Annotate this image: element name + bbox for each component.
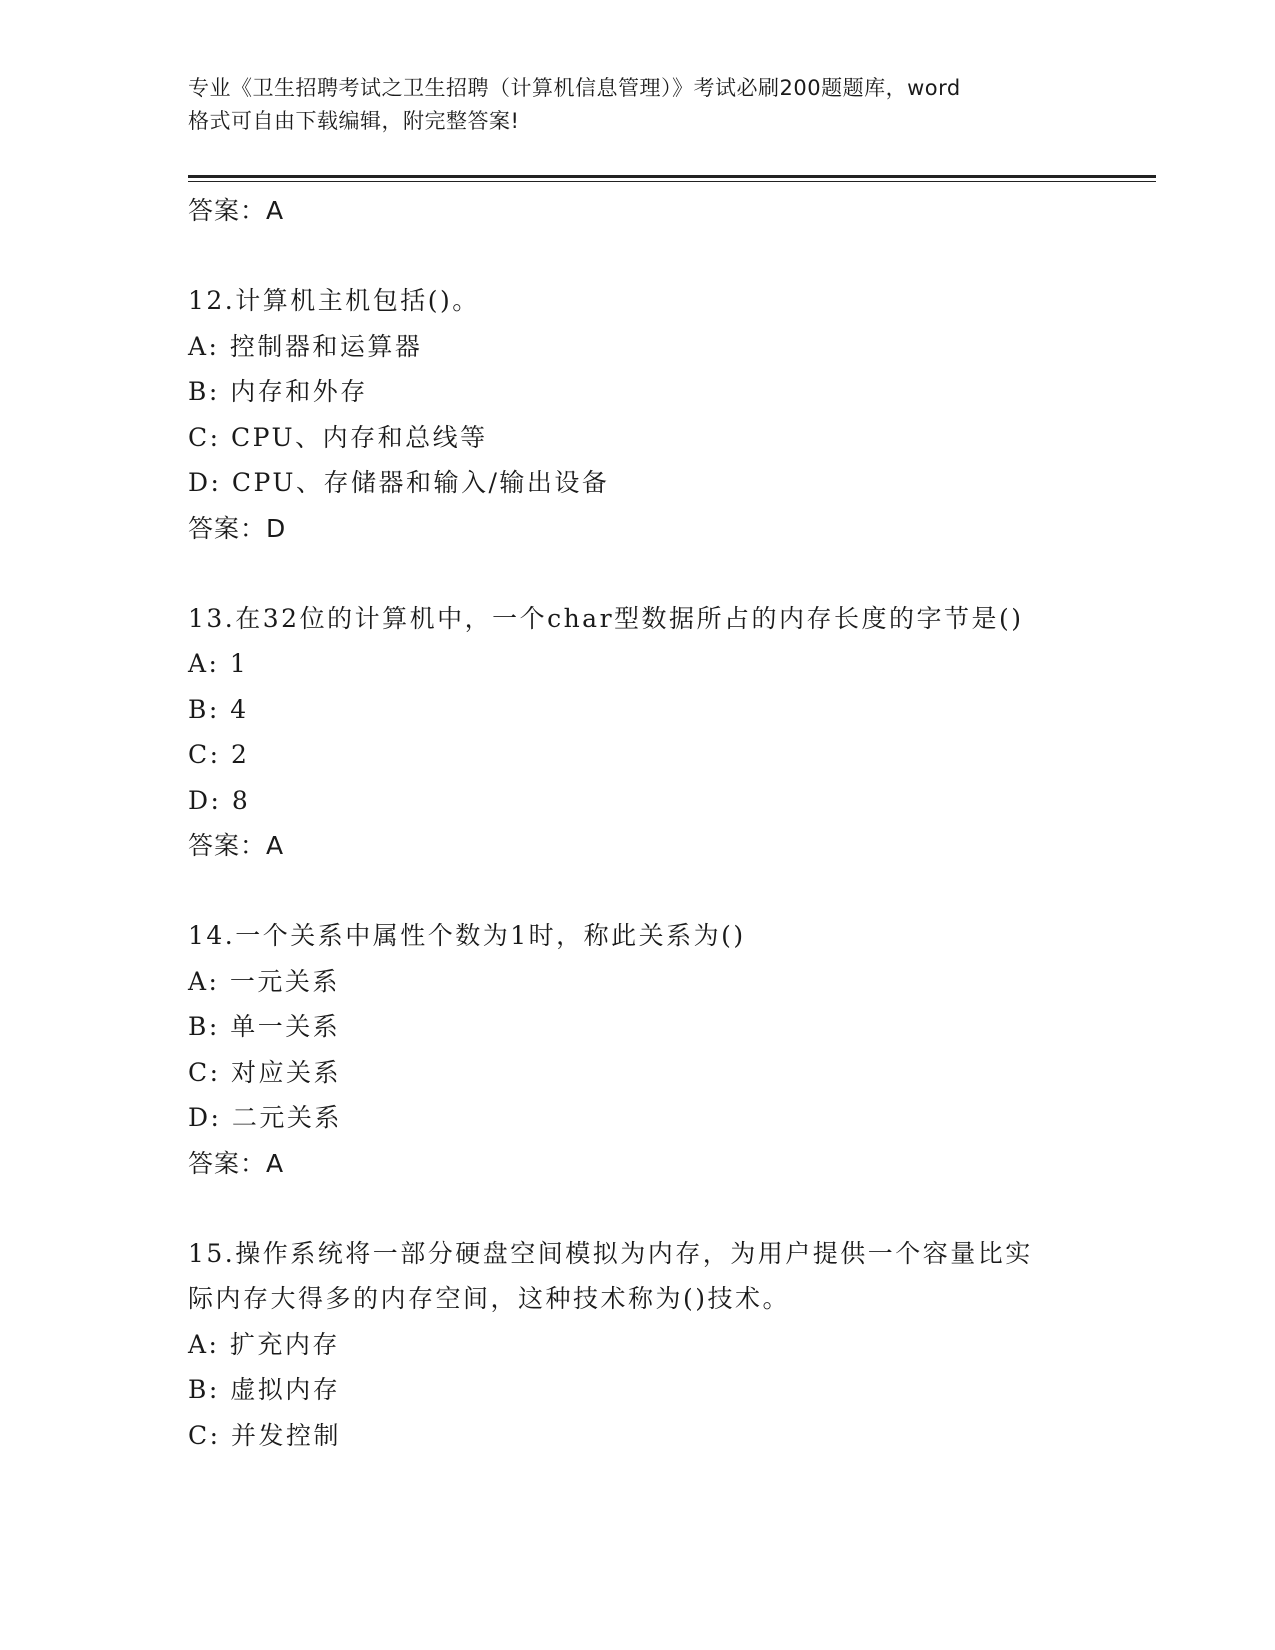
option-a: A: 控制器和运算器 bbox=[188, 331, 423, 361]
answer: 答案：A bbox=[188, 1148, 285, 1178]
question-14 bbox=[188, 913, 1158, 1186]
option-c: C: 对应关系 bbox=[188, 1057, 341, 1087]
option-a: A: 扩充内存 bbox=[188, 1329, 340, 1359]
answer: 答案：A bbox=[188, 831, 285, 860]
option-a: A: 一元关系 bbox=[188, 966, 340, 996]
header-divider bbox=[188, 175, 1156, 182]
header-line-2: 格式可自由下载编辑，附完整答案! bbox=[188, 109, 520, 133]
question-stem-line-1: 15.操作系统将一部分硬盘空间模拟为内存，为用户提供一个容量比实 bbox=[188, 1238, 1033, 1268]
document-page bbox=[188, 72, 1158, 1458]
document-header bbox=[188, 72, 1088, 138]
question-stem: 12.计算机主机包括()。 bbox=[188, 286, 480, 315]
header-line-1: 专业《卫生招聘考试之卫生招聘（计算机信息管理）》考试必刷200题题库，word bbox=[188, 76, 961, 100]
previous-answer: 答案：A bbox=[188, 196, 285, 225]
option-d: D: CPU、存储器和输入/输出设备 bbox=[188, 468, 610, 497]
question-stem: 14.一个关系中属性个数为1时，称此关系为() bbox=[188, 921, 746, 950]
answer: 答案：D bbox=[188, 513, 287, 543]
question-stem: 13.在32位的计算机中，一个char型数据所占的内存长度的字节是() bbox=[188, 603, 1024, 633]
option-d: D: 8 bbox=[188, 785, 251, 815]
question-stem-line-2: 际内存大得多的内存空间，这种技术称为()技术。 bbox=[188, 1284, 791, 1313]
option-c: C: 并发控制 bbox=[188, 1420, 341, 1450]
option-c: C: 2 bbox=[188, 740, 250, 769]
question-13 bbox=[188, 596, 1158, 869]
question-15 bbox=[188, 1231, 1158, 1459]
option-b: B: 4 bbox=[188, 694, 249, 724]
question-12 bbox=[188, 278, 1158, 551]
option-b: B: 虚拟内存 bbox=[188, 1375, 341, 1404]
option-c: C: CPU、内存和总线等 bbox=[188, 422, 488, 452]
option-b: B: 内存和外存 bbox=[188, 377, 368, 406]
option-d: D: 二元关系 bbox=[188, 1103, 342, 1132]
option-a: A: 1 bbox=[188, 649, 249, 678]
option-b: B: 单一关系 bbox=[188, 1012, 341, 1041]
